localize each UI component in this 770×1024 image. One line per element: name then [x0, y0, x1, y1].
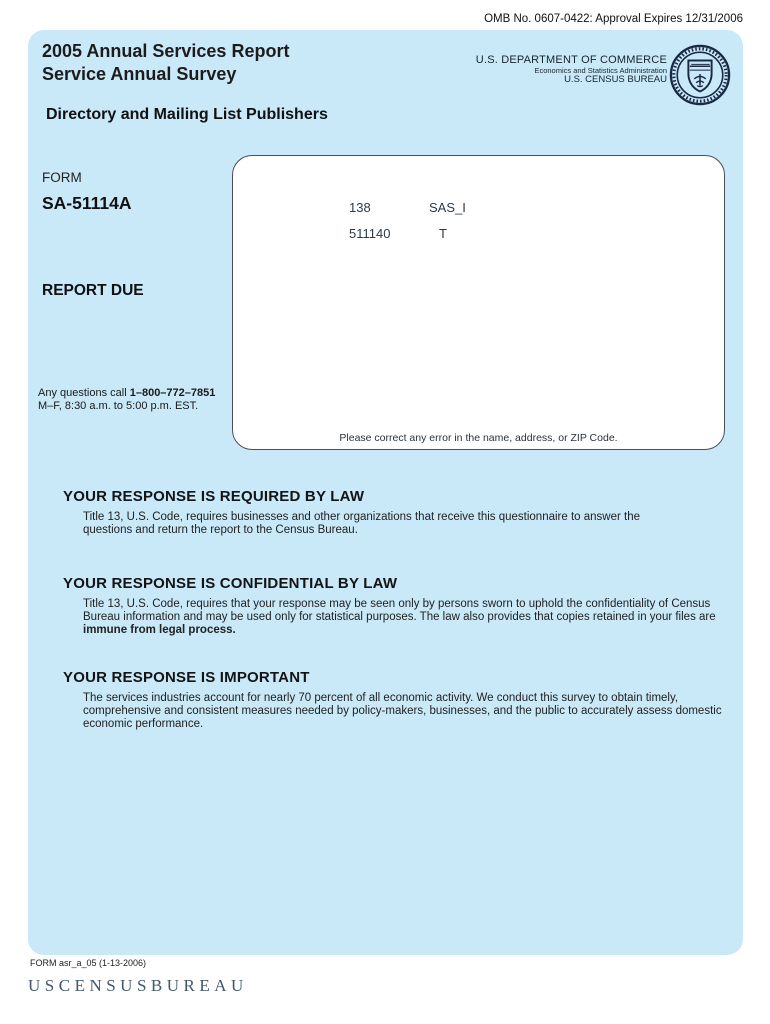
- address-correction-note: Please correct any error in the name, address, or ZIP Code.: [339, 432, 618, 444]
- report-title-line1: 2005 Annual Services Report: [42, 41, 290, 61]
- section-heading: YOUR RESPONSE IS CONFIDENTIAL BY LAW: [63, 575, 398, 592]
- section-required-by-law: [63, 488, 683, 537]
- section-body: Title 13, U.S. Code, requires businesses and other organizations that receive this questionnaire to answer the questions and return the report to the Census Bureau.: [83, 511, 640, 536]
- survey-category-title: Directory and Mailing List Publishers: [46, 106, 328, 123]
- agency-department: U.S. DEPARTMENT OF COMMERCE: [475, 54, 667, 66]
- commerce-seal-icon: [669, 44, 731, 106]
- questions-prefix: Any questions call: [38, 387, 130, 399]
- section-heading: YOUR RESPONSE IS IMPORTANT: [63, 669, 310, 686]
- mailing-address-box: [232, 155, 725, 450]
- form-version-id: FORM asr_a_05 (1-13-2006): [30, 958, 147, 968]
- questions-hours: M–F, 8:30 a.m. to 5:00 p.m. EST.: [38, 399, 199, 412]
- section-heading: YOUR RESPONSE IS REQUIRED BY LAW: [63, 488, 365, 505]
- omb-approval-line: OMB No. 0607-0422: Approval Expires 12/31/2006: [484, 13, 743, 25]
- agency-bureau: U.S. CENSUS BUREAU: [564, 74, 667, 86]
- report-title-line2: Service Annual Survey: [42, 64, 237, 84]
- processing-code-2: SAS_I: [429, 200, 466, 215]
- form-panel: [28, 30, 743, 955]
- form-number: SA-51114A: [42, 193, 132, 213]
- questions-phone-number: 1–800–772–7851: [129, 387, 216, 399]
- section-confidential-by-law: [63, 575, 735, 637]
- processing-code-3: 511140: [349, 226, 391, 241]
- section-body: Title 13, U.S. Code, requires that your response may be seen only by persons sworn to uphold the confidentiality of Census Bureau information and may be used only for statistical purposes. The law also provides that copies retained in your files are immune from legal process.: [83, 598, 716, 636]
- section-body: The services industries account for nearly 70 percent of all economic activity. We conduct this survey to obtain timely, comprehensive and consistent measures needed by policy-makers, businesses, and the public to accurately assess domestic economic performance.: [83, 692, 722, 730]
- agency-block: [476, 54, 667, 86]
- questions-contact: [38, 387, 238, 412]
- agency-administration: Economics and Statistics Administration: [534, 65, 667, 75]
- form-label: FORM: [42, 170, 82, 185]
- processing-code-4: T: [439, 226, 447, 241]
- report-due-label: REPORT DUE: [42, 282, 144, 299]
- census-bureau-wordmark: USCENSUSBUREAU: [28, 976, 248, 995]
- processing-code-1: 138: [349, 200, 371, 215]
- report-title: [42, 40, 289, 86]
- section-response-important: [63, 669, 731, 731]
